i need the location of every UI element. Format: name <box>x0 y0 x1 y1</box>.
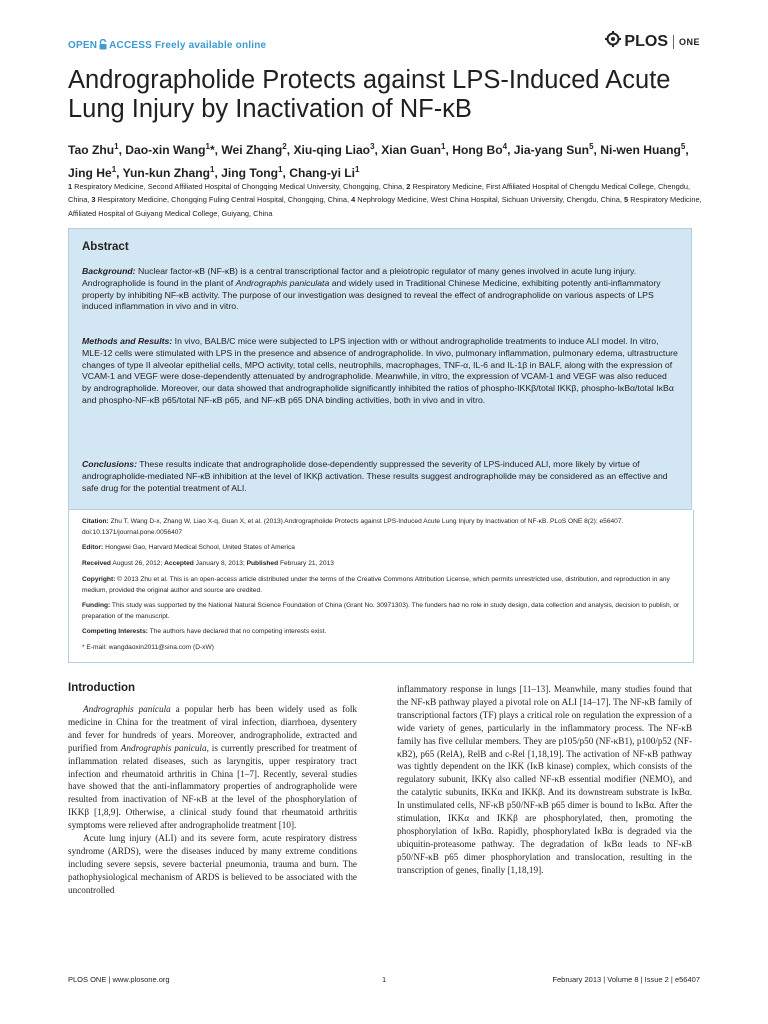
plos-logo-text: PLOS <box>624 32 668 50</box>
intro-paragraph-1: Andrographis panicula a popular herb has been widely used as folk medicine in China for the treatment of viral infection, diarrhoea, dysentery and fever for hundreds of years. Moreover, andrographolide, extracted and purified from Andrographis panicula, is currently prescribed for treatment of inflammation related diseases, such as laryngitis, upper respiratory tract infection and rheumatoid arthritis in China [1–7]. Recently, several studies have showed that the anti-inflammatory properties of andrographolide were resulted from inactivation of NF-κB at the level of the phosphorylation of IKKβ [1,8,9]. Otherwise, a clinical study found that rheumatoid arthritis symptoms were relieved after andrographolide treatment [10]. <box>68 704 358 831</box>
footer-page-number: 1 <box>382 975 387 984</box>
citation-text: Citation: Zhu T, Wang D-x, Zhang W, Liao X-q, Guan X, et al. (2013) Andrographolide Protects against LPS-Induced Acute Lung Injury by Inactivation of NF-κB. PLoS ONE 8(2): e56407. doi:10.1371/journal.pone.0056407 <box>82 518 624 536</box>
funding-text: Funding: This study was supported by the National Natural Science Foundation of China (Grant No. 30971303). The funders had no role in study design, data collection and analysis, decision to publish, or preparation of the manuscript. <box>82 602 680 620</box>
methods-text: In vivo, BALB/C mice were subjected to LPS injection with or without andrographolide treatments to induce ALI model. In vitro, MLE-12 cells were stimulated with LPS in the presence and absence of andrographolide. In vivo, pulmonary inflammation, pulmonary edema, ultrastructure changes of type II alveolar epithelial cells, MPO activity, total cells, neutrophils, macrophages, TNF-α, IL-6 and IL-1β in BALF, along with the expression of VCAM-1 and VEGF were dose-dependently attenuated by andrographolide. Meanwhile, in vitro, the expression of VCAM-1 and VEGF was also reduced by andrographolide. Moreover, our data showed that andrographolide significantly inhibited the ratios of phospho-IKKβ/total IKKβ, phospho-IκBα/total IκBα and phospho-NF-κB p65/total NF-κB p65, and NF-κB p65 DNA binding activities, both in vivo and in vitro. <box>82 336 678 405</box>
abstract-background <box>82 266 678 313</box>
citation-box <box>68 510 694 663</box>
open-word: OPEN <box>68 40 98 51</box>
footer-issue: February 2013 | Volume 8 | Issue 2 | e56407 <box>552 975 700 984</box>
plos-one-logo <box>605 31 700 52</box>
introduction-heading: Introduction <box>68 682 136 694</box>
affiliations: 1 Respiratory Medicine, Second Affiliated Hospital of Chongqing Medical University, Chongqing, China, 2 Respiratory Medicine, First Affiliated Hospital of Chengdu Medical College, Chengdu, China, 3 Respiratory Medicine, Chongqing Fuling Central Hospital, Chongqing, China, 4 Nephrology Medicine, West China Hospital, Sichuan University, Chengdu, China, 5 Respiratory Medicine, Affiliated Hospital of Guiyang Medical College, Guiyang, China <box>68 182 702 218</box>
open-access-label <box>68 39 266 53</box>
conclusions-text: These results indicate that andrographolide dose-dependently suppressed the severity of LPS-induced ALI, more likely by virtue of andrographolide-mediated NF-κB inhibition at the level of IKKβ activation. These results suggest andrographolide may be considered as an effective and safe drug for the potential treatment of ALI. <box>82 459 668 493</box>
open-access-lock-icon <box>99 39 107 53</box>
editor-text: Editor: Hongwei Gao, Harvard Medical School, United States of America <box>82 544 295 551</box>
copyright-text: Copyright: © 2013 Zhu et al. This is an open-access article distributed under the terms of the Creative Commons Attribution License, which permits unrestricted use, distribution, and reproduction in any medium, provided the original author and source are credited. <box>82 576 670 594</box>
abstract-methods <box>82 336 678 407</box>
background-text: Nuclear factor-κB (NF-κB) is a central transcriptional factor and a pleiotropic regulator of many genes involved in acute lung injury. Andrographolide is found in the plant of Andrographis paniculata and widely used in Traditional Chinese Medicine, exhibiting potently anti-inflammatory property by inhibiting NF-κB activity. The purpose of our investigation was designed to reveal the effect of andrographolide on various aspects of LPS induced inflammation in vivo and in vitro. <box>82 266 661 312</box>
logo-divider <box>673 35 674 49</box>
author-list: Tao Zhu$^1$, Dao-xin Wang$^1$*, Wei Zhang$^2$, Xiu-qing Liao$^3$, Xian Guan$^1$, Hong Bo$^4$, Jia-yang Sun$^5$, Ni-wen Huang$^5$, Jing He$^1$, Yun-kun Zhang$^1$, Jing Tong$^1$, Chang-yi Li$^1$ <box>68 142 689 181</box>
received-text: Received August 26, 2012; Accepted January 8, 2013; Published February 21, 2013 <box>82 560 334 567</box>
footer-journal: PLOS ONE | www.plosone.org <box>68 975 170 984</box>
intro-paragraph-2: Acute lung injury (ALI) and its severe form, acute respiratory distress syndrome (ARDS), were the diseases induced by many extreme conditions including severe sepsis, severe bacterial pneumonia, trauma and burn. The pathophysiological mechanism of ARDS is believed to be associated with the uncontrolled <box>68 833 357 895</box>
conclusions-label: Conclusions: <box>82 459 138 469</box>
access-word: ACCESS <box>109 40 153 51</box>
email-text: * E-mail: wangdaoxin2011@sina.com (D-xW) <box>82 644 214 651</box>
left-column <box>68 703 357 897</box>
plos-gear-icon <box>605 31 621 52</box>
intro-paragraph-3: inflammatory response in lungs [11–13]. Meanwhile, many studies found that the NF-κB pathway played a pivotal role on ALI [14–17]. The NF-κB family of transcriptional factors (TF) plays a critical role on regulation the expression of a wide variety of genes, particularly in the inflammatory process. The NF-κB family has five cellular members. They are p105/p50 (NF-κB1), p100/p52 (NF-κB2), p65 (RelA), RelB and c-Rel [1,18,19]. The activation of NF-κB pathway was tightly dependent on the IKK (IκB kinase) complex, which consists of the regulatory subunit, IKKγ also called NF-κB essential modifier (NEMO), and the catalytic subunits, IKKα and IKKβ. And its downstream substrate is IκBα. In unstimulated cells, NF-κB p50/NF-κB p65 dimer is bound to IκBα. After the stimulation, IKKα and IKKβ are phosphorylated, then, promoting the phosphorylation of IκBα. Rapidly, phosphorylated IκBα is degraded via the ubiquitin-proteasome pathway. The degradation of IκBα leads to NF-κB p50/NF-κB p65 dimer phosphorylation and translocation, resulting in the transcription of genes, finally [1,18,19]. <box>397 684 692 875</box>
methods-label: Methods and Results: <box>82 336 173 346</box>
competing-interests-text: Competing Interests: The authors have declared that no competing interests exist. <box>82 628 327 635</box>
one-logo-text: ONE <box>678 36 700 47</box>
abstract-heading: Abstract <box>82 241 129 253</box>
title-line-1: Andrographolide Protects against LPS-Induced Acute <box>68 66 671 94</box>
paper-title <box>68 66 708 124</box>
title-line-2: Lung Injury by Inactivation of NF-κB <box>68 95 472 123</box>
abstract-conclusions <box>82 459 678 494</box>
right-column <box>397 683 692 877</box>
freely-available-text: Freely available online <box>155 40 267 51</box>
abstract-box <box>68 228 692 510</box>
background-label: Background: <box>82 266 136 276</box>
